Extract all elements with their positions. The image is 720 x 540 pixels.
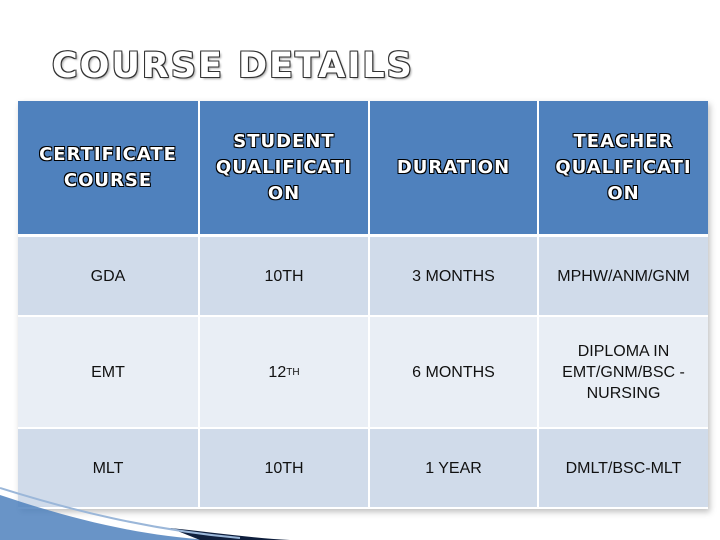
row-1-student-qualification: 10TH xyxy=(200,237,370,317)
swoosh-dark-band xyxy=(170,528,290,540)
row-1-teacher-qualification: MPHW/ANM/GNM xyxy=(539,237,708,317)
row-2-student-qualification xyxy=(200,317,370,429)
row-1-duration: 3 MONTHS xyxy=(370,237,539,317)
slide-title: COURSE DETAILS xyxy=(52,46,414,86)
row-2-course: EMT xyxy=(18,317,200,429)
header-certificate-course: CERTIFICATE COURSE xyxy=(18,101,200,237)
row-3-teacher-qualification: DMLT/BSC-MLT xyxy=(539,429,708,509)
row-2-student-qualification-suffix: TH xyxy=(286,366,300,378)
header-teacher-qualification: TEACHER QUALIFICATI ON xyxy=(539,101,708,237)
row-2-teacher-qualification: DIPLOMA IN EMT/GNM/BSC - NURSING xyxy=(539,317,708,429)
header-student-qualification: STUDENT QUALIFICATI ON xyxy=(200,101,370,237)
row-1-course: GDA xyxy=(18,237,200,317)
row-2-student-qualification-value: 12 xyxy=(268,363,287,381)
row-3-course: MLT xyxy=(18,429,200,509)
row-2-duration: 6 MONTHS xyxy=(370,317,539,429)
row-3-duration: 1 YEAR xyxy=(370,429,539,509)
header-duration: DURATION xyxy=(370,101,539,237)
decorative-swoosh xyxy=(0,440,720,540)
row-3-student-qualification: 10TH xyxy=(200,429,370,509)
swoosh-blue-band xyxy=(0,495,210,540)
